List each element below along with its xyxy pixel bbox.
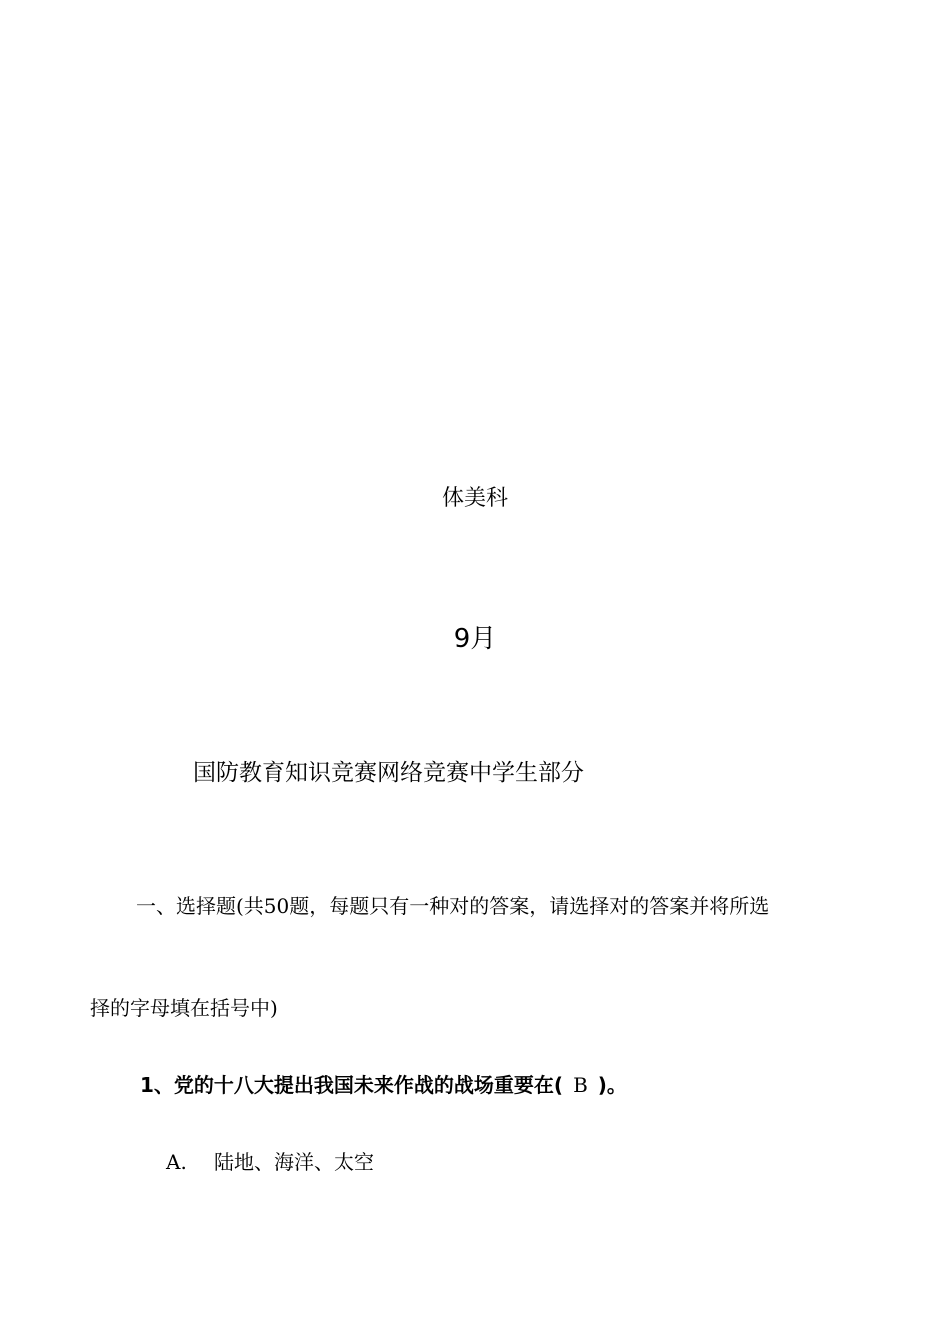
question-1 — [140, 1075, 627, 1095]
department-name: 体美科 — [441, 486, 508, 511]
document-title: 国防教育知识竞赛网络竞赛中学生部分 — [193, 760, 584, 786]
question-1-suffix: )。 — [597, 1073, 627, 1097]
section-heading-line2: 择的字母填在括号中) — [90, 996, 278, 1020]
option-a-letter: A. — [166, 1150, 187, 1174]
month-label: 9月 — [453, 624, 497, 654]
question-1-text: 1、党的十八大提出我国未来作战的战场重要在( — [140, 1073, 564, 1097]
option-a-text: 陆地、海洋、太空 — [214, 1150, 374, 1174]
section-heading-line1: 一、选择题(共50题，每题只有一种对的答案，请选择对的答案并将所选 — [136, 894, 770, 918]
question-1-option-a — [166, 1152, 374, 1172]
question-1-answer: B — [573, 1073, 588, 1097]
